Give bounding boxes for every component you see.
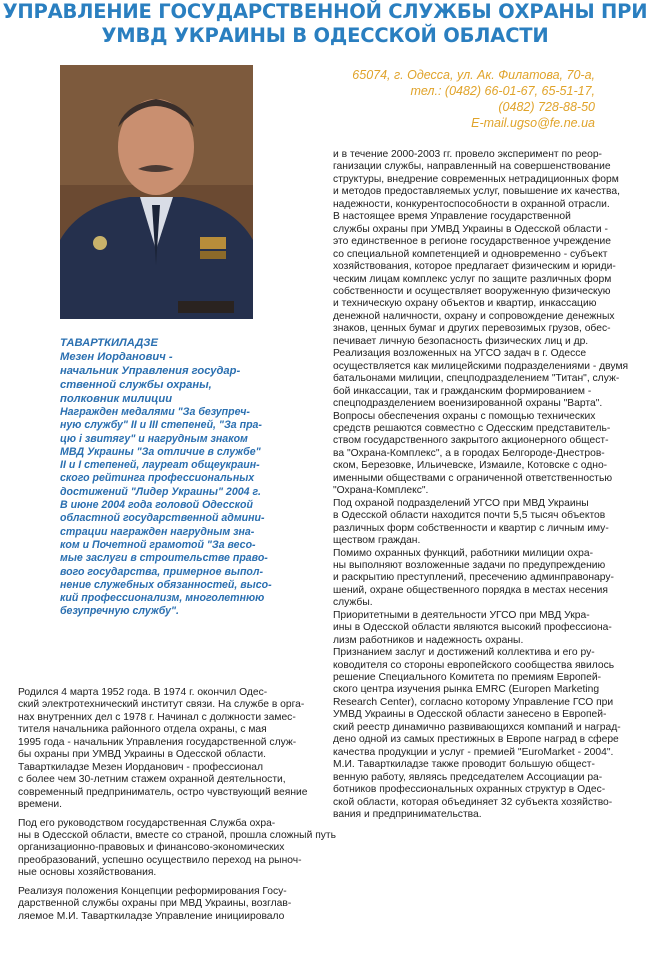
text-line: ва "Охрана-Комплекс", а в городах Белгороде-Днестров- [333,447,605,459]
contact-phone-2: (0482) 728-88-50 [498,100,595,114]
text-line: ботников профессиональных охранных структур в Одес- [333,784,606,796]
text-line: хозяйствования, которое предлагает физическим и юриди- [333,261,616,273]
text-line: В настоящее время Управление государственной [333,211,571,223]
page-title [0,0,650,48]
text-line: Таварткиладзе Мезен Иорданович - профессионал [18,761,264,773]
text-line: лизм работников и надежность охраны. [333,634,524,646]
award-line: ную службу" II и III степеней, "За пра- [60,419,262,432]
text-line: Реализация возложенных на УГСО задач в г. Одессе [333,348,587,360]
text-line: ском, Березовке, Ильичевске, Измаиле, Котовске с одно- [333,460,608,472]
award-line: мые заслуги в строительстве право- [60,552,268,565]
text-line: с более чем 30-летним стажем охранной деятельности, [18,774,286,786]
text-line: Под охраной подразделений УГСО при МВД Украины [333,497,589,509]
text-line: шений, охране общественного порядка в местах несения [333,584,608,596]
text-line: ской области, которая объединяет 32 субъекта хозяйство- [333,796,613,808]
text-line: венную работу, являясь председателем Ассоциации ра- [333,771,603,783]
text-line: ны выполняют возложенные задачи по предупреждению [333,559,606,571]
text-line: службы. [333,597,373,609]
text-line: тителя начальника районного отдела охраны, с мая [18,724,267,736]
left-column-text [18,687,337,923]
award-line: областной государственной админи- [60,512,265,525]
text-line: и в течение 2000-2003 гг. провело эксперимент по реор- [333,149,602,160]
text-line: спецподразделением военизированной охраны "Варта". [333,398,603,410]
text-line: надежности, конкурентоспособности в охранной отрасли. [333,198,610,210]
award-text [60,406,275,619]
text-line: знаков, ценных бумаг и других перевозимых грузов, обес- [333,323,611,335]
text-line: ляемое М.И. Таварткиладзе Управление инициировало [18,910,285,922]
text-line: батальонами милиции, спецподразделением "Титан", служ- [333,373,620,385]
award-line: безупречную службу". [60,605,179,618]
text-line: в Одесской области находится почти 5,5 тысяч объектов [333,510,606,522]
caption-line: полковник милиции [60,393,173,405]
text-line: и техническую охрану объектов и квартир, инкассацию [333,298,597,310]
award-line: цю і звитягу" и нагрудным знаком [60,432,248,445]
text-line: ководителя со стороны европейского сообщества явилось [333,659,615,671]
text-line: Research Center), согласно которому Управление ГСО при [333,696,614,708]
text-line: структуры, внедрение современных нетрадиционных форм [333,173,619,185]
portrait-caption [60,336,275,406]
text-line: "Охрана-Комплекс". [333,485,429,497]
portrait-photo [60,65,253,319]
caption-line: ТАВАРТКИЛАДЗЕ [60,337,158,349]
text-line: денежной наличности, охрану и сопровождение денежных [333,310,615,322]
award-line: ком и Почетной грамотой "За весо- [60,538,256,551]
contact-address: 65074, г. Одесса, ул. Ак. Филатова, 70-а, [352,68,595,82]
text-line: ский реестр динамично развивающихся компаний и наград- [333,721,621,733]
text-line: времени. [18,799,63,811]
text-line: М.И. Таварткиладзе также проводит большую общест- [333,759,595,771]
text-line: со специальной компетенцией и одновременно - субъект [333,248,608,260]
caption-line: ственной службы охраны, [60,379,212,391]
text-line: ные основы хозяйствования. [18,867,157,879]
text-line: бы охраны при УМВД Украины в Одесской области. [18,749,267,761]
text-line: ством государственного закрытого акционерного общест- [333,435,609,447]
text-line: средств решаются совместно с Одесским представитель- [333,422,611,434]
caption-line: Мезен Иорданович - [60,351,173,363]
award-line: ского рейтинга профессиональных [60,472,255,485]
contact-phone: тел.: (0482) 66-01-67, 65-51-17, [410,84,595,98]
text-line: различных форм собственности и квартир с личным иму- [333,522,609,534]
contact-info [330,67,595,131]
text-line: нах внутренних дел с 1978 г. Начинал с должности замес- [18,711,296,723]
text-line: Реализуя положения Концепции реформирования Госу- [18,885,287,897]
text-line: вания и предпринимательства. [333,809,482,821]
text-line: Помимо охранных функций, работники милиции охра- [333,547,594,559]
text-line: преобразований, успешно осуществило переход на рыноч- [18,854,302,866]
text-line: организационно-правовых и финансово-экономических [18,842,285,854]
text-line: Признанием заслуг и достижений коллектива и его ру- [333,647,595,659]
text-line: бой инкассации, так и гражданским формированием - [333,385,592,397]
award-line: достижений "Лидер Украины" 2004 г. [60,485,261,498]
award-line: Награжден медалями "За безупреч- [60,406,250,418]
text-line: ществом граждан. [333,535,421,547]
caption-line: начальник Управления государ- [60,365,241,377]
text-line: ческим лицам комплекс услуг по защите различных форм [333,273,612,285]
text-line: ны в Одесской области, вместе со страной, прошла сложный путь [18,829,337,841]
award-line: В июне 2004 года головой Одесской [60,499,253,512]
title-line: УПРАВЛЕНИЕ ГОСУДАРСТВЕННОЙ СЛУЖБЫ ОХРАНЫ ПРИ [2,0,648,23]
text-line: Вопросы обеспечения охраны с помощью технических [333,410,596,422]
text-line: и методов предоставляемых услуг, повышение их качества, [333,186,620,198]
title-line: УМВД УКРАИНЫ В ОДЕССКОЙ ОБЛАСТИ [101,24,549,47]
text-line: ского центра изучения рынка EMRC (Europen Marketing [333,684,600,696]
text-line: качества продукции и услуг - премией "EuroMarket - 2004". [333,746,614,758]
text-line: Родился 4 марта 1952 года. В 1974 г. окончил Одес- [18,687,268,698]
award-line: МВД Украины "За отличие в службе" [60,445,261,458]
text-line: Приоритетными в деятельности УГСО при МВД Укра- [333,609,590,621]
text-line: дено одной из самых престижных в Европе наград в сфере [333,734,619,746]
text-line: и раскрытию преступлений, пресечению админправонару- [333,572,614,584]
text-line: решение Специального Комитета по премиям Европей- [333,672,602,684]
text-line: современный предприниматель, остро чувствующий веяние [18,786,308,798]
right-column-text [333,149,629,821]
text-line: службы охраны при УМВД Украины в Одесской области - [333,223,608,235]
text-line: Под его руководством государственная Служба охра- [18,817,276,829]
text-line: ганизации службы, направленный на совершенствование [333,161,611,173]
award-line: нение служебных обязанностей, высо- [60,578,272,591]
text-line: осуществляется как милицейскими подразделениями - двумя [333,360,629,372]
text-line: ский электротехнический институт связи. На службе в орга- [18,699,305,711]
text-line: УМВД Украины в Одесской области занесено в Европей- [333,709,607,721]
award-line: страции награжден нагрудным зна- [60,525,255,538]
text-line: собственности и осуществляет вооруженную физическую [333,285,611,297]
text-line: дарственной службы охраны при МВД Украины, возглав- [18,898,292,910]
text-line: это единственное в регионе государственное учреждение [333,236,612,248]
text-line: именными обществами с ограниченной ответственностью [333,472,613,484]
text-line: 1995 года - начальник Управления государственной служ- [18,736,297,748]
award-line: II и I степеней, лауреат общеукраин- [60,459,260,472]
text-line: ины в Одесской области являются высокий профессиона- [333,622,612,634]
portrait-illustration [60,65,253,319]
award-line: вого государства, примерное выпол- [60,565,263,578]
award-line: кий профессионализм, многолетнюю [60,592,265,605]
contact-email: E-mail.ugso@fe.ne.ua [471,116,595,130]
text-line: печивает личную безопасность физических лиц и др. [333,335,589,347]
